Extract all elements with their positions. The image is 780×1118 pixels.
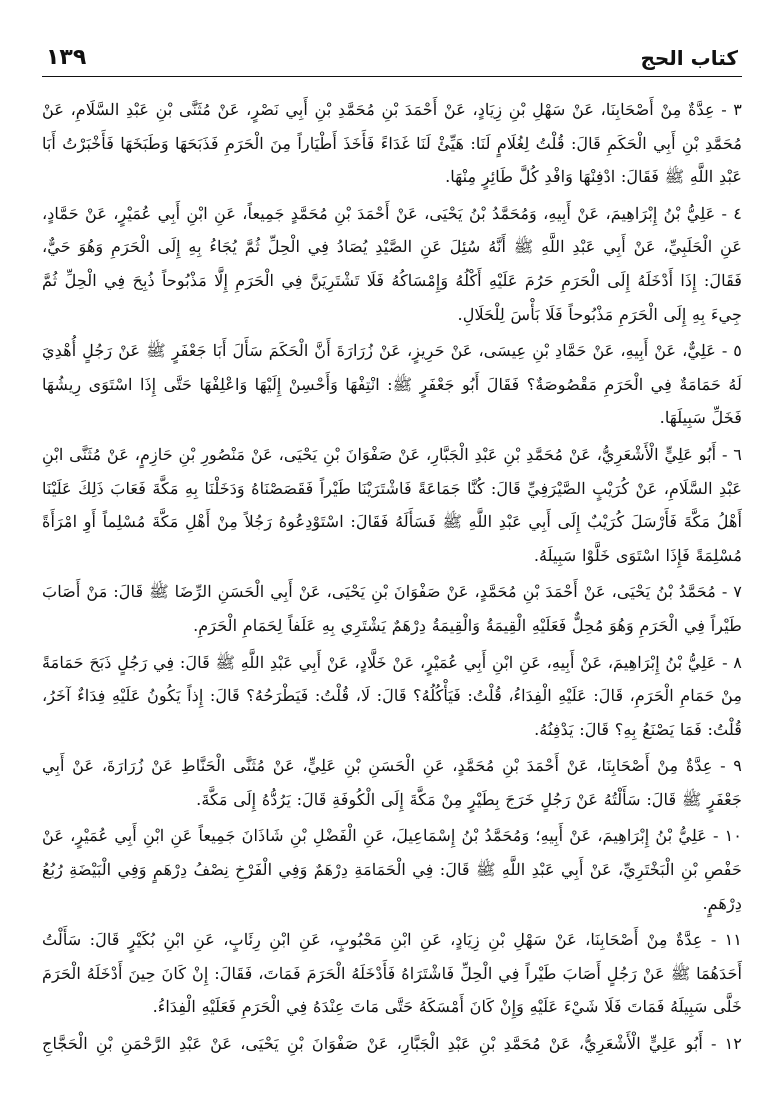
page-number: ١٣٩ [46,45,87,70]
hadith-paragraph: ١٠ - عَلِيُّ بْنُ إِبْرَاهِيمَ، عَنْ أَبِيهِ؛ وَمُحَمَّدُ بْنُ إِسْمَاعِيلَ، عَنِ الْفَضْلِ بْنِ شَاذَانَ جَمِيعاً عَنِ ابْنِ أَبِي عُمَيْرٍ، عَنْ حَفْصِ بْنِ الْبَخْتَرِيِّ، عَنْ أَبِي عَبْدِ اللَّهِ ﷺ قَالَ: فِي الْحَمَامَةِ دِرْهَمٌ وَفِي الْفَرْخِ نِصْفُ دِرْهَمٍ وَفِي الْبَيْضَةِ رُبُعُ دِرْهَمٍ. [42,826,742,913]
hadith-paragraph: ٧ - مُحَمَّدُ بْنُ يَحْيَى، عَنْ أَحْمَدَ بْنِ مُحَمَّدٍ، عَنْ صَفْوَانَ بْنِ يَحْيَى، عَنْ أَبِي الْحَسَنِ الرِّضَا ﷺ قَالَ: مَنْ أَصَابَ طَيْراً فِي الْحَرَمِ وَهُوَ مُحِلٌّ فَعَلَيْهِ الْقِيمَةُ وَالْقِيمَةُ دِرْهَمٌ يَشْتَرِي بِهِ عَلَفاً لِحَمَامِ الْحَرَمِ. [42,582,742,635]
hadith-paragraph: ٥ - عَلِيٌّ، عَنْ أَبِيهِ، عَنْ حَمَّادِ بْنِ عِيسَى، عَنْ حَرِيزٍ، عَنْ زُرَارَةَ أَنَّ الْحَكَمَ سَأَلَ أَبَا جَعْفَرٍ ﷺ عَنْ رَجُلٍ أُهْدِيَ لَهُ حَمَامَةٌ فِي الْحَرَمِ مَقْصُوصَةٌ؟ فَقَالَ أَبُو جَعْفَرٍ ﷺ: انْتِفْهَا وَأَحْسِنْ إِلَيْهَا وَاعْلِفْهَا حَتَّى إِذَا اسْتَوَى رِيشُهَا فَخَلِّ سَبِيلَهَا. [42,341,742,428]
hadith-paragraph: ٦ - أَبُو عَلِيٍّ الْأَشْعَرِيُّ، عَنْ مُحَمَّدِ بْنِ عَبْدِ الْجَبَّارِ، عَنْ صَفْوَانَ بْنِ يَحْيَى، عَنْ مَنْصُورِ بْنِ حَازِمٍ، عَنْ مُثَنَّى ابْنِ عَبْدِ السَّلَامِ، عَنْ كُرَيْبٍ الصَّيْرَفِيِّ قَالَ: كُنَّا جَمَاعَةً فَاشْتَرَيْنَا طَيْراً فَقَصَصْنَاهُ وَدَخَلْنَا بِهِ مَكَّةَ فَعَابَ ذَلِكَ عَلَيْنَا أَهْلُ مَكَّةَ فَأَرْسَلَ كُرَيْبٌ إِلَى أَبِي عَبْدِ اللَّهِ ﷺ فَسَأَلَهُ فَقَالَ: اسْتَوْدِعُوهُ رَجُلاً مِنْ أَهْلِ مَكَّةَ مُسْلِماً أَوِ امْرَأَةً مُسْلِمَةً فَإِذَا اسْتَوَى خَلَّوْا سَبِيلَهُ. [42,444,742,565]
hadith-paragraph: ٤ - عَلِيُّ بْنُ إِبْرَاهِيمَ، عَنْ أَبِيهِ، وَمُحَمَّدُ بْنُ يَحْيَى، عَنْ أَحْمَدَ بْنِ مُحَمَّدٍ جَمِيعاً، عَنِ ابْنِ أَبِي عُمَيْرٍ، عَنْ حَمَّادٍ، عَنِ الْحَلَبِيِّ، عَنْ أَبِي عَبْدِ اللَّهِ ﷺ أَنَّهُ سُئِلَ عَنِ الصَّيْدِ يُصَادُ فِي الْحِلِّ ثُمَّ يُجَاءُ بِهِ إِلَى الْحَرَمِ وَهُوَ حَيٌّ، فَقَالَ: إِذَا أَدْخَلَهُ إِلَى الْحَرَمِ حَرُمَ عَلَيْهِ أَكْلُهُ وَإِمْسَاكُهُ فَلَا تَشْتَرِيَنَّ فِي الْحَرَمِ إِلَّا مَذْبُوحاً ذُبِحَ فِي الْحِلِّ ثُمَّ جِيءَ بِهِ إِلَى الْحَرَمِ مَذْبُوحاً فَلَا بَأْسَ لِلْحَلَالِ. [42,203,742,324]
header-divider [42,76,742,77]
hadith-paragraph: ١١ - عِدَّةٌ مِنْ أَصْحَابِنَا، عَنْ سَهْلِ بْنِ زِيَادٍ، عَنِ ابْنِ مَحْبُوبٍ، عَنِ ابْنِ رِئَابٍ، عَنِ ابْنِ بُكَيْرٍ قَالَ: سَأَلْتُ أَحَدَهُمَا ﷺ عَنْ رَجُلٍ أَصَابَ طَيْراً فِي الْحِلِّ فَاشْتَرَاهُ فَأَدْخَلَهُ الْحَرَمَ فَمَاتَ، فَقَالَ: إِنْ كَانَ حِينَ أَدْخَلَهُ الْحَرَمَ خَلَّى سَبِيلَهُ فَمَاتَ فَلَا شَيْءَ عَلَيْهِ وَإِنْ كَانَ أَمْسَكَهُ حَتَّى مَاتَ عِنْدَهُ فِي الْحَرَمِ فَعَلَيْهِ الْفِدَاءُ. [42,930,742,1017]
page-header [42,36,742,74]
hadith-paragraph: ٨ - عَلِيُّ بْنُ إِبْرَاهِيمَ، عَنْ أَبِيهِ، عَنِ ابْنِ أَبِي عُمَيْرٍ، عَنْ خَلَّادٍ، عَنْ أَبِي عَبْدِ اللَّهِ ﷺ قَالَ: فِي رَجُلٍ ذَبَحَ حَمَامَةً مِنْ حَمَامِ الْحَرَمِ، قَالَ: عَلَيْهِ الْفِدَاءُ، قُلْتُ: فَيَأْكُلُهُ؟ قَالَ: لَا، قُلْتُ: فَيَطْرَحُهُ؟ قَالَ: إِذاً يَكُونُ عَلَيْهِ فِدَاءٌ آخَرُ، قُلْتُ: فَمَا يَصْنَعُ بِهِ؟ قَالَ: يَدْفِنُهُ. [42,652,742,739]
book-title: كتاب الحج [640,46,738,70]
hadith-paragraph: ٣ - عِدَّةٌ مِنْ أَصْحَابِنَا، عَنْ سَهْلِ بْنِ زِيَادٍ، عَنْ أَحْمَدَ بْنِ مُحَمَّدِ بْنِ أَبِي نَصْرٍ، عَنْ مُثَنَّى بْنِ عَبْدِ السَّلَامِ، عَنْ مُحَمَّدِ بْنِ أَبِي الْحَكَمِ قَالَ: قُلْتُ لِغُلَامٍ لَنَا: هَيِّئْ لَنَا غَدَاءً فَأَخَذَ أَطْيَاراً مِنَ الْحَرَمِ فَذَبَحَهَا وَطَبَخَهَا فَأَخْبَرْتُ أَبَا عَبْدِ اللَّهِ ﷺ فَقَالَ: ادْفِنْهَا وَافْدِ كُلَّ طَائِرٍ مِنْهَا. [42,100,742,187]
hadith-paragraph: ٩ - عِدَّةٌ مِنْ أَصْحَابِنَا، عَنْ أَحْمَدَ بْنِ مُحَمَّدٍ، عَنِ الْحَسَنِ بْنِ عَلِيٍّ، عَنْ مُثَنَّى الْحَنَّاطِ عَنْ زُرَارَةَ، عَنْ أَبِي جَعْفَرٍ ﷺ قَالَ: سَأَلْتُهُ عَنْ رَجُلٍ خَرَجَ بِطَيْرٍ مِنْ مَكَّةَ إِلَى الْكُوفَةِ قَالَ: يَرُدُّهُ إِلَى مَكَّةَ. [42,756,742,809]
hadith-paragraph: ١٢ - أَبُو عَلِيٍّ الْأَشْعَرِيُّ، عَنْ مُحَمَّدِ بْنِ عَبْدِ الْجَبَّارِ، عَنْ صَفْوَانَ بْنِ يَحْيَى، عَنْ عَبْدِ الرَّحْمَنِ بْنِ الْحَجَّاجِ [42,1034,742,1054]
page-body [42,93,742,1061]
